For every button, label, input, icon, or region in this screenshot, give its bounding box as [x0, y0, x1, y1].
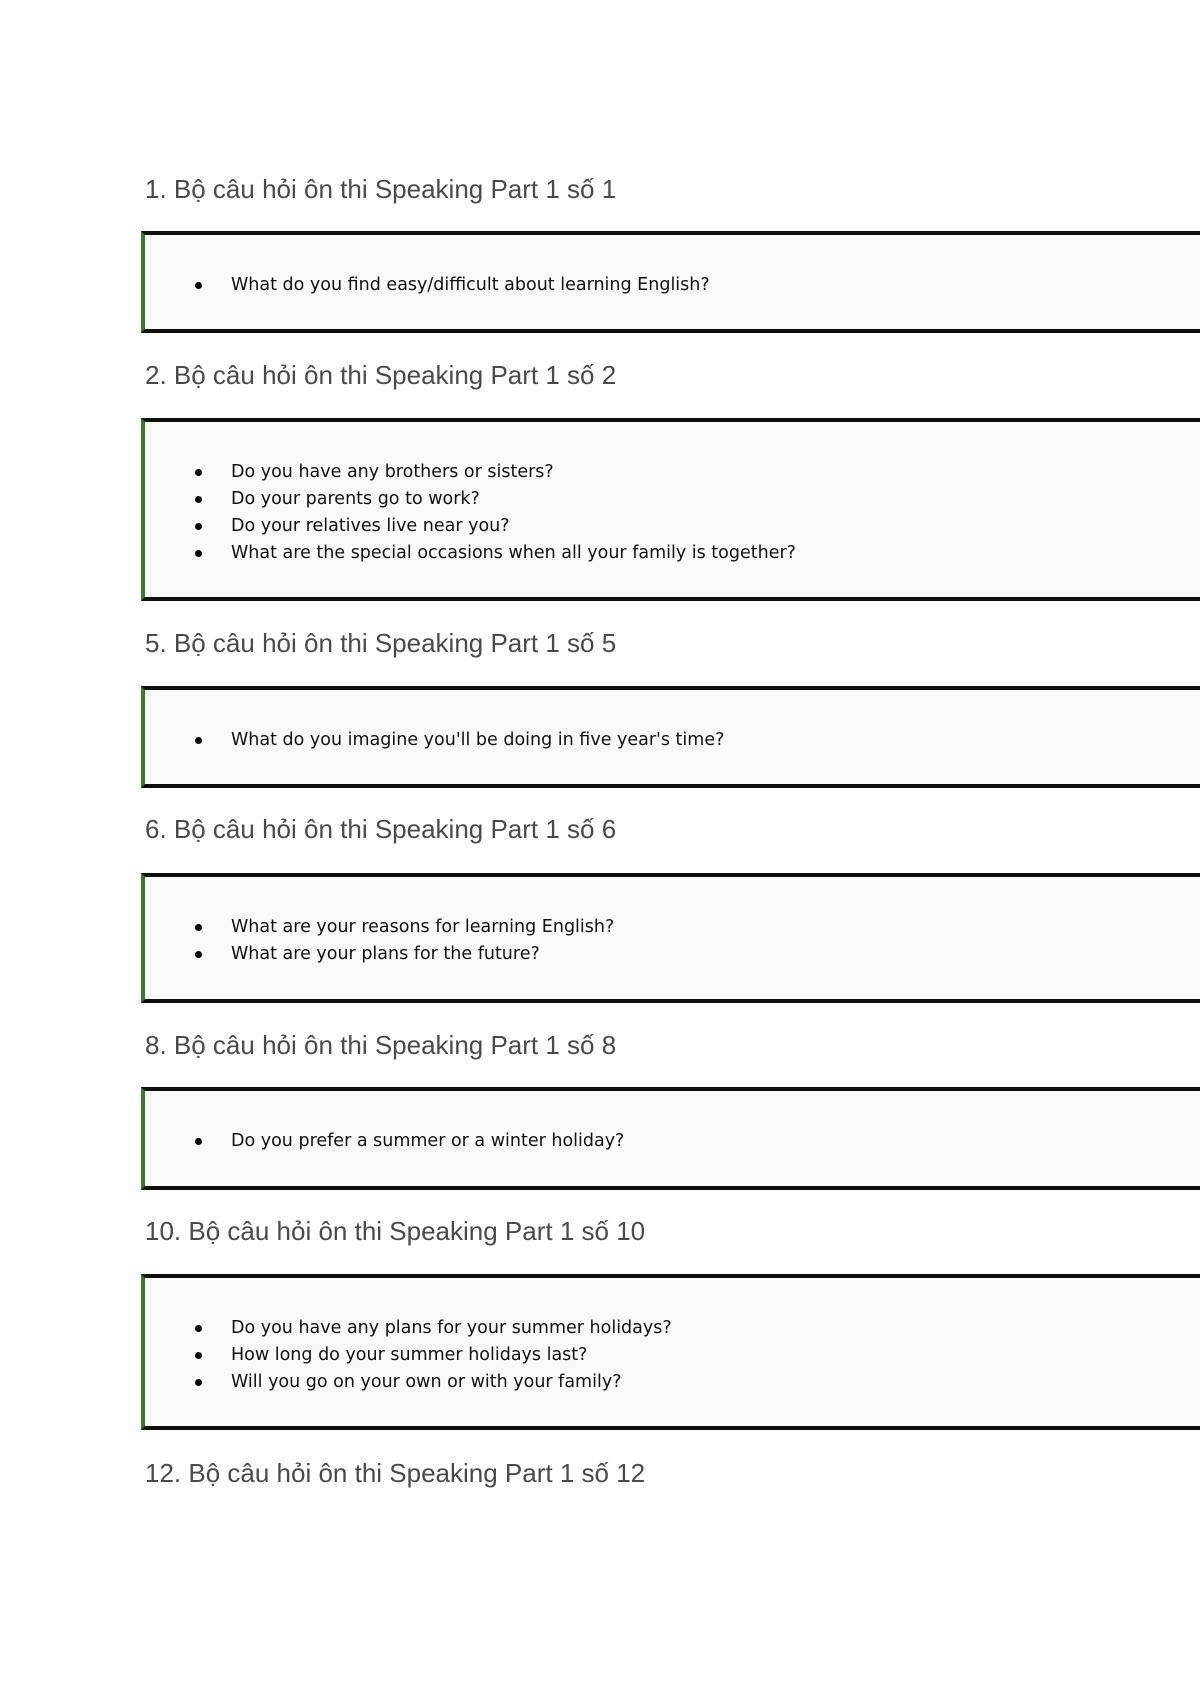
bullet-icon: [195, 1379, 202, 1386]
bullet-icon: [195, 550, 202, 557]
question-item: What are your reasons for learning English?: [145, 914, 1200, 941]
bullet-icon: [195, 1138, 202, 1145]
section-heading-5: 5. Bộ câu hỏi ôn thi Speaking Part 1 số 5: [145, 628, 617, 658]
question-list: [145, 1128, 1200, 1155]
question-list: [145, 1315, 1200, 1396]
bullet-icon: [195, 951, 202, 958]
question-item: What do you find easy/difficult about learning English?: [145, 272, 1200, 299]
question-item: What are your plans for the future?: [145, 941, 1200, 968]
question-item: Do you have any brothers or sisters?: [145, 459, 1200, 486]
section-heading-10: 10. Bộ câu hỏi ôn thi Speaking Part 1 số 10: [145, 1216, 646, 1246]
bullet-icon: [195, 469, 202, 476]
question-item: Do you prefer a summer or a winter holiday?: [145, 1128, 1200, 1155]
bullet-icon: [195, 282, 202, 289]
question-box-10: [141, 1274, 1200, 1430]
question-list: [145, 914, 1200, 968]
question-list: [145, 459, 1200, 567]
bullet-icon: [195, 924, 202, 931]
question-box-8: [141, 1087, 1200, 1190]
bullet-icon: [195, 1352, 202, 1359]
bullet-icon: [195, 496, 202, 503]
question-item: Do your relatives live near you?: [145, 513, 1200, 540]
question-box-1: [141, 231, 1200, 333]
question-list: [145, 727, 1200, 754]
question-item: What are the special occasions when all your family is together?: [145, 540, 1200, 567]
question-item: Do your parents go to work?: [145, 486, 1200, 513]
question-item: How long do your summer holidays last?: [145, 1342, 1200, 1369]
section-heading-6: 6. Bộ câu hỏi ôn thi Speaking Part 1 số 6: [145, 814, 617, 844]
section-heading-2: 2. Bộ câu hỏi ôn thi Speaking Part 1 số 2: [145, 360, 617, 390]
section-heading-12: 12. Bộ câu hỏi ôn thi Speaking Part 1 số 12: [145, 1458, 646, 1488]
question-box-5: [141, 686, 1200, 788]
bullet-icon: [195, 1325, 202, 1332]
question-box-6: [141, 873, 1200, 1003]
section-heading-8: 8. Bộ câu hỏi ôn thi Speaking Part 1 số 8: [145, 1030, 617, 1060]
question-item: What do you imagine you'll be doing in five year's time?: [145, 727, 1200, 754]
question-list: [145, 272, 1200, 299]
bullet-icon: [195, 523, 202, 530]
bullet-icon: [195, 737, 202, 744]
question-item: Do you have any plans for your summer holidays?: [145, 1315, 1200, 1342]
section-heading-1: 1. Bộ câu hỏi ôn thi Speaking Part 1 số 1: [145, 174, 617, 204]
question-box-2: [141, 418, 1200, 601]
question-item: Will you go on your own or with your family?: [145, 1369, 1200, 1396]
